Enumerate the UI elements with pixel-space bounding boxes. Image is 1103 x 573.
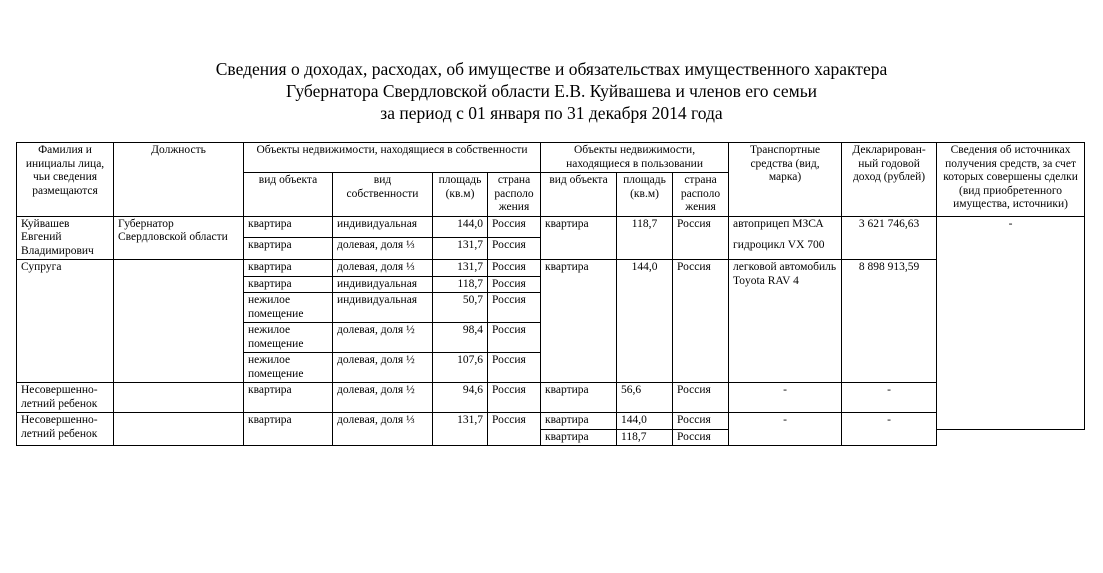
declaration-table <box>16 142 1085 446</box>
child1-position-empty <box>114 383 244 413</box>
spouse-owned-ownership-3: индивидуальная <box>333 293 433 323</box>
gov-owned-area-2: 131,7 <box>433 238 488 260</box>
gov-owned-ownership-2: долевая, доля ⅓ <box>333 238 433 260</box>
spouse-owned-ownership-4: долевая, доля ½ <box>333 323 433 353</box>
gov-used-area: 118,7 <box>617 216 673 260</box>
spouse-owned-ownership-5: долевая, доля ½ <box>333 353 433 383</box>
child2-position-empty <box>114 413 244 446</box>
header-owned: Объекты недвижимости, находящиеся в собственности <box>244 143 541 173</box>
child2-owned-area: 131,7 <box>433 413 488 446</box>
gov-vehicle-2: гидроцикл VX 700 <box>729 238 842 260</box>
gov-used-type: квартира <box>541 216 617 260</box>
spouse-name: Супруга <box>17 260 114 383</box>
spouse-income: 8 898 913,59 <box>842 260 937 383</box>
gov-owned-type-1: квартира <box>244 216 333 238</box>
spouse-owned-country-4: Россия <box>488 323 541 353</box>
header-used-country: страна располо жения <box>673 173 729 217</box>
gov-owned-country-2: Россия <box>488 238 541 260</box>
spouse-vehicles: легковой автомобиль Toyota RAV 4 <box>729 260 842 383</box>
gov-owned-type-2: квартира <box>244 238 333 260</box>
header-owned-country: страна располо жения <box>488 173 541 217</box>
child2-owned-type: квартира <box>244 413 333 446</box>
gov-owned-area-1: 144,0 <box>433 216 488 238</box>
gov-name: Куйвашев Евгений Владимирович <box>17 216 114 260</box>
gov-owned-ownership-1: индивидуальная <box>333 216 433 238</box>
header-sources: Сведения об источниках получения средств, за счет которых совершены сделки (вид приобретенного имущества, источники) <box>937 143 1085 217</box>
child1-owned-area: 94,6 <box>433 383 488 413</box>
table-row <box>17 216 1085 238</box>
header-owned-type: вид объекта <box>244 173 333 217</box>
spouse-owned-country-5: Россия <box>488 353 541 383</box>
header-name: Фамилия и инициалы лица, чьи сведения размещаются <box>17 143 114 217</box>
title-line-1: Сведения о доходах, расходах, об имуществе и обязательствах имущественного характера <box>215 59 888 79</box>
child1-vehicles: - <box>729 383 842 413</box>
child1-income: - <box>842 383 937 413</box>
spouse-owned-area-2: 118,7 <box>433 276 488 293</box>
child1-name: Несовершенно-летний ребенок <box>17 383 114 413</box>
spouse-used-type: квартира <box>541 260 617 383</box>
child2-used-area-1: 144,0 <box>617 413 673 430</box>
child1-owned-ownership: долевая, доля ½ <box>333 383 433 413</box>
header-position: Должность <box>114 143 244 217</box>
header-owned-area: площадь (кв.м) <box>433 173 488 217</box>
child2-vehicles: - <box>729 413 842 446</box>
gov-used-country: Россия <box>673 216 729 260</box>
child2-used-country-1: Россия <box>673 413 729 430</box>
gov-owned-country-1: Россия <box>488 216 541 238</box>
child1-owned-country: Россия <box>488 383 541 413</box>
spouse-owned-area-3: 50,7 <box>433 293 488 323</box>
spouse-owned-country-3: Россия <box>488 293 541 323</box>
child2-name: Несовершенно-летний ребенок <box>17 413 114 446</box>
child2-used-type-1: квартира <box>541 413 617 430</box>
spouse-owned-area-4: 98,4 <box>433 323 488 353</box>
spouse-position-empty <box>114 260 244 383</box>
title-line-3: за период с 01 января по 31 декабря 2014 года <box>380 103 723 123</box>
document-title <box>0 58 1103 124</box>
child2-owned-ownership: долевая, доля ⅓ <box>333 413 433 446</box>
child2-income: - <box>842 413 937 446</box>
gov-position: Губернатор Свердловской области <box>114 216 244 260</box>
child1-used-type: квартира <box>541 383 617 413</box>
header-income: Декларирован-ный годовой доход (рублей) <box>842 143 937 217</box>
child2-used-area-2: 118,7 <box>617 429 673 446</box>
header-vehicles: Транспортные средства (вид, марка) <box>729 143 842 217</box>
spouse-owned-area-1: 131,7 <box>433 260 488 277</box>
child1-owned-type: квартира <box>244 383 333 413</box>
gov-vehicle-1: автоприцеп МЗСА <box>729 216 842 238</box>
spouse-owned-country-1: Россия <box>488 260 541 277</box>
table-row <box>17 383 1085 413</box>
spouse-owned-ownership-2: индивидуальная <box>333 276 433 293</box>
table-row <box>17 260 1085 277</box>
table-row <box>17 413 1085 430</box>
child2-used-country-2: Россия <box>673 429 729 446</box>
title-line-2: Губернатора Свердловской области Е.В. Куйвашева и членов его семьи <box>285 81 818 101</box>
spouse-owned-type-4: нежилое помещение <box>244 323 333 353</box>
child2-used-type-2: квартира <box>541 429 617 446</box>
spouse-owned-country-2: Россия <box>488 276 541 293</box>
gov-income: 3 621 746,63 <box>842 216 937 260</box>
gov-sources: - <box>937 216 1085 429</box>
spouse-owned-type-1: квартира <box>244 260 333 277</box>
spouse-owned-type-3: нежилое помещение <box>244 293 333 323</box>
spouse-owned-type-5: нежилое помещение <box>244 353 333 383</box>
spouse-used-country: Россия <box>673 260 729 383</box>
spouse-owned-type-2: квартира <box>244 276 333 293</box>
header-used-type: вид объекта <box>541 173 617 217</box>
header-row-1 <box>17 143 1085 173</box>
child1-used-country: Россия <box>673 383 729 413</box>
spouse-owned-ownership-1: долевая, доля ⅓ <box>333 260 433 277</box>
child2-owned-country: Россия <box>488 413 541 446</box>
spouse-owned-area-5: 107,6 <box>433 353 488 383</box>
child1-used-area: 56,6 <box>617 383 673 413</box>
header-used: Объекты недвижимости, находящиеся в пользовании <box>541 143 729 173</box>
spouse-used-area: 144,0 <box>617 260 673 383</box>
header-owned-ownership: вид собственности <box>333 173 433 217</box>
header-used-area: площадь (кв.м) <box>617 173 673 217</box>
